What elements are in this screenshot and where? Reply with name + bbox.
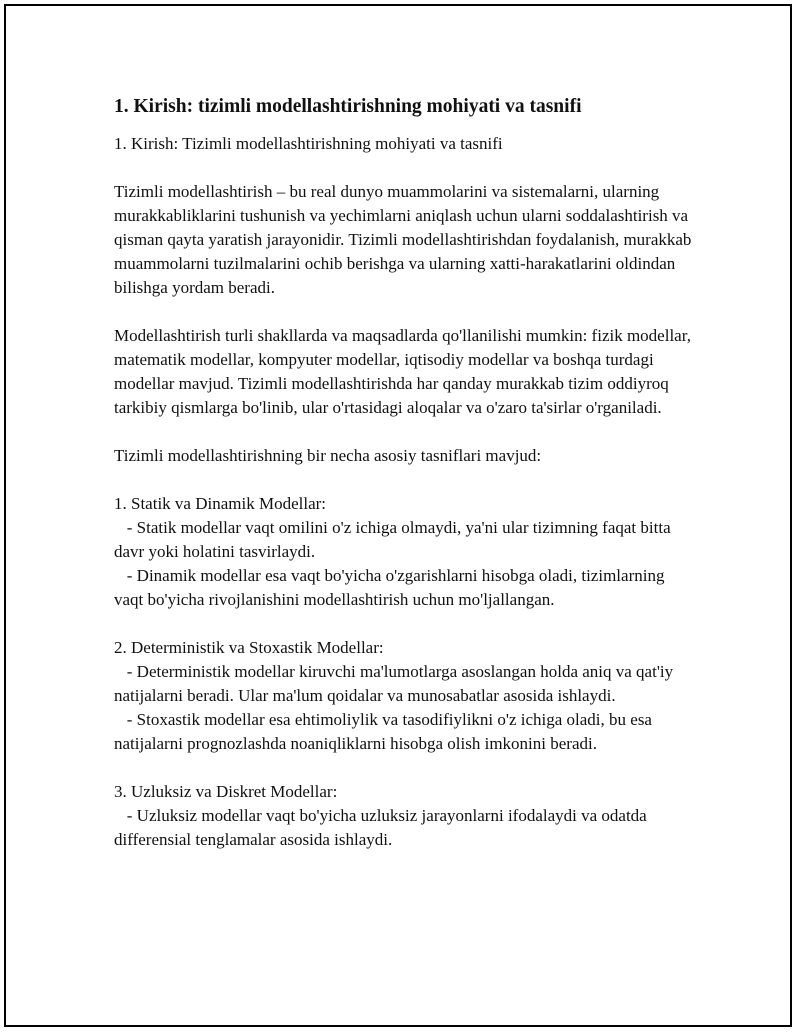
document-heading: 1. Kirish: tizimli modellashtirishning mohiyati va tasnifi <box>114 96 582 117</box>
section-static-dynamic <box>114 492 694 612</box>
document-body <box>114 94 694 876</box>
section-item: - Deterministik modellar kiruvchi ma'lumotlarga asoslangan holda aniq va qat'iy natijalarni beradi. Ular ma'lum qoidalar va munosabatlar asosida ishlaydi. <box>114 662 678 705</box>
section-title: 2. Deterministik va Stoxastik Modellar: <box>114 638 384 657</box>
section-continuous-discrete <box>114 780 694 852</box>
section-item: - Uzluksiz modellar vaqt bo'yicha uzluksiz jarayonlarni ifodalaydi va odatda differensial tenglamalar asosida ishlaydi. <box>114 806 651 849</box>
paragraph-model-types: Modellashtirish turli shakllarda va maqsadlarda qo'llanilishi mumkin: fizik modellar, matematik modellar, kompyuter modellar, iqtisodiy modellar va boshqa turdagi modellar mavjud. Tizimli modellashtirishda har qanday murakkab tizim oddiyroq tarkibiy qismlarga bo'linib, ular o'rtasidagi aloqalar va o'zaro ta'sirlar o'rganiladi. <box>114 326 696 417</box>
section-item: - Statik modellar vaqt omilini o'z ichiga olmaydi, ya'ni ular tizimning faqat bitta davr yoki holatini tasvirlaydi. <box>114 518 675 561</box>
section-item: - Stoxastik modellar esa ehtimoliylik va tasodifiylikni o'z ichiga oladi, bu esa natijalarni prognozlashda noaniqliklarni hisobga olish imkonini beradi. <box>114 710 657 753</box>
section-title: 3. Uzluksiz va Diskret Modellar: <box>114 782 338 801</box>
section-item: - Dinamik modellar esa vaqt bo'yicha o'zgarishlarni hisobga oladi, tizimlarning vaqt bo'yicha rivojlanishini modellashtirish uchun mo'ljallangan. <box>114 566 669 609</box>
section-deterministic-stochastic <box>114 636 694 756</box>
section-title: 1. Statik va Dinamik Modellar: <box>114 494 326 513</box>
document-subheading: 1. Kirish: Tizimli modellashtirishning mohiyati va tasnifi <box>114 134 503 153</box>
paragraph-definition: Tizimli modellashtirish – bu real dunyo muammolarini va sistemalarni, ularning murakkabliklarini tushunish va yechimlarni aniqlash uchun ularni soddalashtirish va qisman qayta yaratish jarayonidir. Tizimli modellashtirishdan foydalanish, murakkab muammolarni tuzilmalarini ochib berishga va ularning xatti-harakatlarini oldindan bilishga yordam beradi. <box>114 182 696 297</box>
paragraph-classification-intro: Tizimli modellashtirishning bir necha asosiy tasniflari mavjud: <box>114 446 542 465</box>
